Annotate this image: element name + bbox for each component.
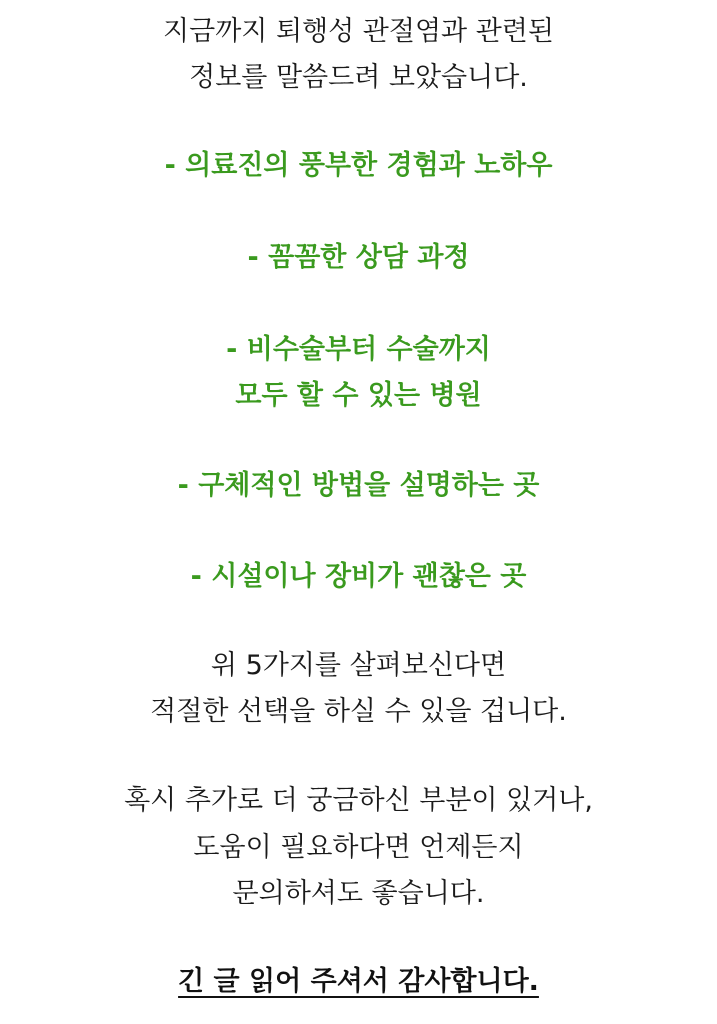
- summary-line-2: 적절한 선택을 하실 수 있을 겁니다.: [150, 696, 567, 727]
- point-facilities: - 시설이나 장비가 괜찮은 곳: [190, 561, 527, 592]
- intro-line-1: 지금까지 퇴행성 관절염과 관련된: [163, 16, 554, 47]
- point-treatment-line-1: - 비수술부터 수술까지: [226, 334, 491, 365]
- contact-line-1: 혹시 추가로 더 궁금하신 부분이 있거나,: [124, 785, 593, 816]
- contact-line-3: 문의하셔도 좋습니다.: [232, 878, 485, 909]
- closing-text: 긴 글 읽어 주셔서 감사합니다.: [178, 966, 539, 997]
- summary-line-1: 위 5가지를 살펴보신다면: [210, 650, 507, 681]
- contact-line-2: 도움이 필요하다면 언제든지: [193, 832, 524, 863]
- point-explanation: - 구체적인 방법을 설명하는 곳: [177, 470, 540, 501]
- closing-message: [0, 962, 717, 1002]
- point-consultation: - 꼼꼼한 상담 과정: [247, 242, 470, 273]
- intro-line-2: 정보를 말씀드려 보았습니다.: [189, 62, 528, 93]
- point-experience: - 의료진의 풍부한 경험과 노하우: [164, 150, 553, 181]
- point-treatment-line-2: 모두 할 수 있는 병원: [235, 380, 482, 411]
